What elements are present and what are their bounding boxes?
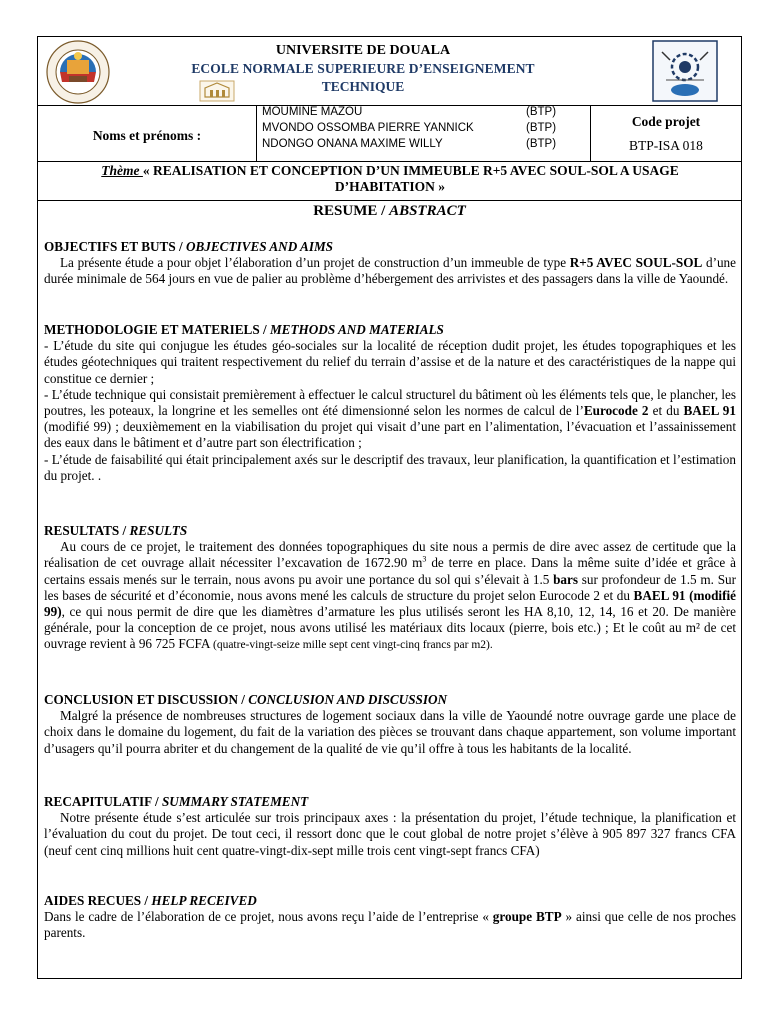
summary-section (44, 794, 736, 859)
methods-site-study: - L’étude du site qui conjugue les études géo-sociales sur la localité de réception dudit projet, les études topographiques et les études géotechniques qui traitent respectivement du relief du terrain d’assise et de la nature et des caractéristiques de la nappe qui constitue ce dernier ; (44, 338, 736, 386)
objectives-text: La présente étude a pour objet l’élaboration d’un projet de construction d’un immeuble de type R+5 AVEC SOUL-SOL d’une durée minimale de 564 jours en vue de palier au problème d’hébergement des arrivistes et des passagers dans la ville de Yaoundé. (44, 255, 736, 287)
help-heading: AIDES RECUES / HELP RECEIVED (44, 893, 257, 908)
summary-heading: RECAPITULATIF / SUMMARY STATEMENT (44, 794, 309, 809)
methods-section (44, 322, 736, 484)
student-name: MOUMINE MAZOU (262, 106, 363, 118)
summary-text: Notre présente étude s’est articulée sur trois principaux axes : la présentation du projet, l’étude technique, la planification et l’évaluation du cout du projet. De tout ceci, il ressort donc que le cout global de notre projet s’élève à 905 897 327 francs CFA (neuf cent cinq millions huit cent quatre-vingt-dix-sept mille trois cent vingt-sept francs CFA) (44, 810, 736, 858)
resume-title-en: ABSTRACT (389, 203, 466, 219)
help-section (44, 893, 736, 942)
names-divider (38, 161, 741, 162)
theme-block (40, 163, 740, 195)
resume-title (37, 203, 742, 220)
objectives-heading: OBJECTIFS ET BUTS / OBJECTIVES AND AIMS (44, 239, 334, 254)
university-name: UNIVERSITE DE DOUALA (275, 43, 451, 58)
theme-text-line1: « REALISATION ET CONCEPTION D’UN IMMEUBLE R+5 AVEC SOUL-SOL A USAGE (142, 163, 679, 178)
methods-feasibility-study: - L’étude de faisabilité qui était principalement axés sur le descriptif des travaux, leur planification, la quantification et l’estimation du projet. . (44, 451, 736, 483)
student-dept: (BTP) (526, 106, 557, 118)
conclusion-section (44, 692, 736, 757)
project-code-value: BTP-ISA 018 (629, 138, 703, 153)
enset-logo (652, 40, 718, 102)
theme-label: Thème (101, 163, 143, 178)
results-section (44, 523, 736, 654)
names-label: Noms et prénoms : (92, 128, 202, 143)
methods-heading: METHODOLOGIE ET MATERIELS / METHODS AND MATERIALS (44, 322, 444, 337)
student-name: MVONDO OSSOMBA PIERRE YANNICK (262, 122, 474, 134)
help-text: Dans le cadre de l’élaboration de ce projet, nous avons reçu l’aide de l’entreprise « groupe BTP » ainsi que celle de nos proches parents. (44, 909, 736, 941)
university-seal-logo (45, 40, 111, 104)
theme-divider (38, 200, 741, 201)
header-divider (38, 105, 741, 106)
names-col-divider-1 (256, 105, 257, 161)
student-dept: (BTP) (526, 122, 557, 134)
institution-heading (160, 42, 566, 96)
resume-title-fr: RESUME / (313, 203, 390, 219)
school-name-line2: TECHNIQUE (321, 79, 405, 94)
student-dept: (BTP) (526, 138, 557, 150)
theme-text-line2: D’HABITATION » (334, 179, 446, 194)
student-name: NDONGO ONANA MAXIME WILLY (262, 138, 443, 150)
conclusion-text: Malgré la présence de nombreuses structures de logement sociaux dans la ville de Yaoundé notre ouvrage garde une place de choix dans le domaine du logement, du fait de la variation des pièces se trouvant dans chaque appartement, son volume important d’usagers qu’il pourra abriter et du changement de la qualité de vie qu’il offre à tous les habitants de la localité. (44, 708, 736, 756)
conclusion-heading: CONCLUSION ET DISCUSSION / CONCLUSION AND DISCUSSION (44, 692, 448, 707)
project-code-label: Code projet (631, 114, 701, 129)
results-text: Au cours de ce projet, le traitement des données topographiques du site nous a permis de dire avec assez de certitude que la réalisation de cet ouvrage allait nécessiter l’excavation de 1672.90 $m^3$ de terre en place. Dans la même suite d’idée et grâce à certains essais menés sur le terrain, nous avons pu avoir une portance du sol qui s’élevait à 1.5 bars sur profondeur de 1.5 m. Sur les bases de sécurité et d’économie, nous avons mené les calculs de structure du projet selon Eurocode 2 et du BAEL 91 (modifié 99), ce qui nous permit de dire que les diamètres d’armature les plus utilisés seront les HA 8,10, 12, 14, 16 et 20. De manière générale, pour la conception de ce projet, nous avons utilisé les matériaux dits locaux (pierre, bois etc.) ; Et le coût au m² de cet ouvrage revient à 96 725 FCFA (quatre-vingt-seize mille sept cent vingt-cinq francs par m2). (44, 539, 737, 652)
school-name-line1: ECOLE NORMALE SUPERIEURE D’ENSEIGNEMENT (191, 61, 535, 76)
results-heading: RESULTATS / RESULTS (44, 523, 188, 538)
objectives-section (44, 239, 736, 288)
methods-technical-study: - L’étude technique qui consistait premièrement à effectuer le calcul structurel du bâtiment où les éléments tels que, le plancher, les poutres, les poteaux, la longrine et les semelles ont été dimensionné selon les normes de calcul de l’Eurocode 2 et du BAEL 91 (modifié 99) ; deuxièmement en la viabilisation du projet qui visait d’une part en l’alimentation, l’évacuation et l’assainissement des eaux dans le bâtiment et d’autre part son électrification ; (44, 386, 736, 451)
